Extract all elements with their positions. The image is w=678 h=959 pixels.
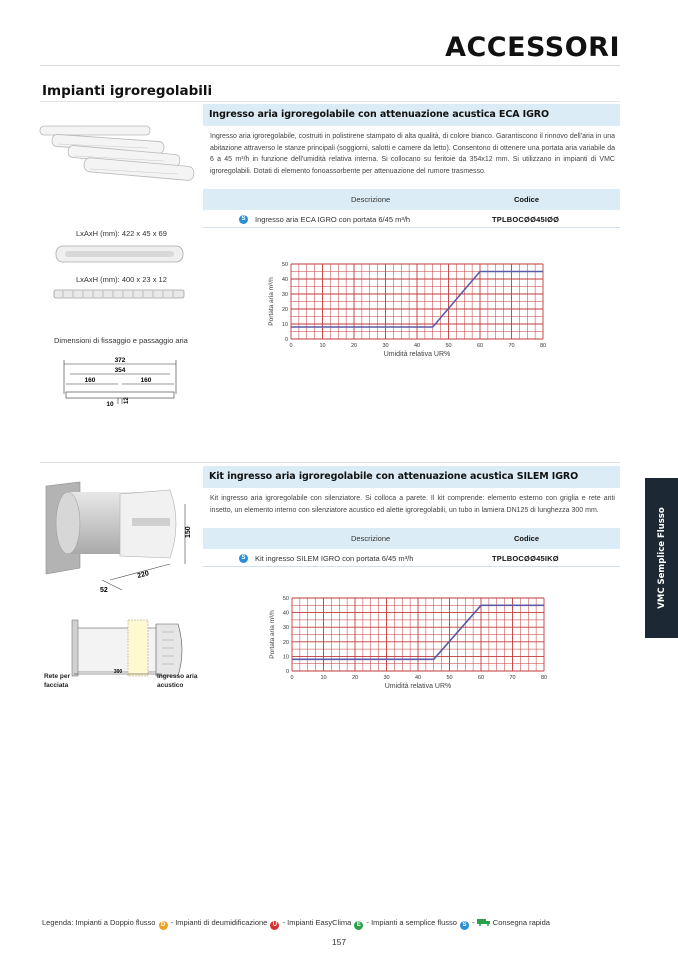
easyclima-badge: E bbox=[354, 921, 363, 930]
x-tick-label: 0 bbox=[289, 343, 293, 349]
product-divider bbox=[40, 462, 620, 463]
legend-item-consegna: Consegna rapida bbox=[492, 918, 550, 927]
x-axis-label: Umidità relativa UR% bbox=[383, 351, 451, 358]
dimension-caption-2: LxAxH (mm): 400 x 23 x 12 bbox=[76, 275, 167, 284]
y-tick-label: 10 bbox=[281, 322, 288, 328]
x-tick-label: 20 bbox=[350, 343, 358, 349]
row-description: Kit ingresso SILEM IGRO con portata 6/45 m³/h bbox=[255, 554, 414, 563]
semplice-flusso-badge: S bbox=[239, 215, 248, 224]
x-tick-label: 20 bbox=[351, 675, 359, 681]
dim-354: 354 bbox=[114, 367, 126, 374]
grille-slot-image bbox=[53, 287, 185, 301]
rete-facciata-caption: Rete per facciata bbox=[44, 673, 71, 689]
table-header-code: Codice bbox=[514, 195, 540, 204]
x-tick-label: 70 bbox=[509, 675, 516, 681]
y-tick-label: 20 bbox=[281, 307, 288, 313]
y-tick-label: 40 bbox=[282, 610, 289, 617]
chart-2-wrapper bbox=[268, 595, 558, 700]
chart-1-wrapper bbox=[255, 256, 555, 371]
x-axis-label: Umidità relativa UR% bbox=[384, 683, 452, 690]
x-tick-label: 50 bbox=[445, 343, 452, 349]
x-tick-label: 70 bbox=[508, 343, 515, 349]
page-number: 157 bbox=[331, 937, 347, 947]
x-tick-label: 0 bbox=[290, 675, 294, 681]
fixing-dimension-drawing bbox=[60, 354, 180, 414]
y-axis-label: Portata aria m³/h bbox=[269, 610, 276, 659]
silem-igro-kit-image bbox=[40, 478, 200, 596]
title-divider bbox=[40, 65, 620, 66]
x-tick-label: 10 bbox=[320, 675, 327, 681]
deumidificazione-badge: U bbox=[270, 921, 279, 930]
product2-title-bar bbox=[203, 466, 620, 488]
x-tick-label: 40 bbox=[413, 343, 421, 349]
product1-title: Ingresso aria igroregolabile con attenuazione acustica ECA IGRO bbox=[209, 109, 549, 120]
side-tab-label: VMC Semplice Flusso bbox=[656, 507, 667, 609]
dim-160-right: 160 bbox=[140, 377, 152, 384]
kit-dim-220: 220 bbox=[136, 570, 150, 580]
y-tick-label: 50 bbox=[282, 596, 289, 602]
product1-title-bar bbox=[203, 104, 620, 126]
doppio-flusso-badge: D bbox=[159, 921, 168, 930]
table-header-description: Descrizione bbox=[351, 195, 391, 204]
flow-humidity-chart-2 bbox=[268, 595, 558, 695]
row-description: Ingresso aria ECA IGRO con portata 6/45 m³/h bbox=[255, 215, 411, 224]
legend-item-deumidificazione: Impianti di deumidificazione bbox=[175, 918, 268, 927]
grille-front-image bbox=[55, 242, 185, 266]
row-code: TPLBOCØØ45IKØ bbox=[492, 554, 559, 563]
product1-table-header bbox=[203, 189, 620, 210]
y-tick-label: 50 bbox=[281, 262, 288, 268]
y-tick-label: 10 bbox=[282, 654, 289, 661]
x-tick-label: 40 bbox=[414, 675, 422, 681]
row-code: TPLBOCØØ45IØØ bbox=[492, 215, 560, 224]
eca-igro-product-image bbox=[38, 120, 198, 182]
x-tick-label: 80 bbox=[539, 343, 547, 349]
y-tick-label: 0 bbox=[285, 669, 289, 675]
legend: Legenda: Impianti a Doppio flusso D - Impianti di deumidificazione U - Impianti EasyClima E - Impianti a semplice flusso S - Consegna rapida bbox=[42, 918, 550, 928]
semplice-flusso-badge: S bbox=[460, 921, 469, 930]
product2-title: Kit ingresso aria igroregolabile con attenuazione acustica SILEM IGRO bbox=[209, 471, 579, 482]
page-title: ACCESSORI bbox=[445, 32, 620, 63]
section-side-tab bbox=[645, 478, 678, 638]
ingresso-acustico-caption: Ingresso aria acustico bbox=[157, 673, 198, 689]
kit-dim-150: 150 bbox=[185, 526, 192, 538]
x-tick-label: 60 bbox=[477, 675, 485, 681]
dim-160-left: 160 bbox=[84, 377, 96, 384]
y-tick-label: 40 bbox=[281, 277, 288, 283]
kit-dim-300: 300 bbox=[113, 669, 123, 675]
x-tick-label: 30 bbox=[382, 343, 389, 349]
legend-prefix: Legenda: bbox=[42, 918, 74, 927]
y-tick-label: 30 bbox=[281, 292, 288, 298]
y-axis-label: Portata aria m³/h bbox=[268, 277, 275, 326]
legend-item-doppio: Impianti a Doppio flusso bbox=[75, 918, 156, 927]
section-heading: Impianti igroregolabili bbox=[42, 83, 213, 99]
dimension-caption-1: LxAxH (mm): 422 x 45 x 69 bbox=[76, 229, 167, 238]
product1-description: Ingresso aria igroregolabile, costruiti in polistirene stampato di alta qualità, di colore bianco. Garantiscono il rinnovo dell'aria in una abitazione attraverso le stanze principali (soggiorni, salotti e camere da letto). Consentono di ottenere una portata aria variabile da 6 a 45 m³/h in funzione dell'umidità relativa interna. Si collocano su feritoie da 354x12 mm. Si utilizzano in impianti di VMC igroregolabili. Dotati di elemento fonoassorbente per attenuazione del rumore trasmesso. bbox=[210, 133, 615, 175]
flow-humidity-chart-1 bbox=[255, 256, 555, 366]
dim-372: 372 bbox=[114, 357, 126, 364]
x-tick-label: 10 bbox=[319, 343, 326, 349]
x-tick-label: 60 bbox=[476, 343, 484, 349]
legend-item-easyclima: Impianti EasyClima bbox=[287, 918, 352, 927]
table-header-description: Descrizione bbox=[351, 534, 391, 543]
legend-item-semplice: Impianti a semplice flusso bbox=[371, 918, 457, 927]
dim-12: 12 bbox=[124, 397, 130, 404]
truck-icon bbox=[477, 918, 491, 926]
y-tick-label: 30 bbox=[282, 625, 289, 632]
kit-section-drawing bbox=[58, 614, 188, 678]
x-tick-label: 50 bbox=[446, 675, 453, 681]
table-row bbox=[203, 551, 620, 567]
x-tick-label: 30 bbox=[383, 675, 390, 681]
y-tick-label: 20 bbox=[282, 639, 289, 646]
fixing-caption: Dimensioni di fissaggio e passaggio aria bbox=[54, 336, 188, 345]
section-divider bbox=[40, 101, 620, 102]
table-header-code: Codice bbox=[514, 534, 540, 543]
dim-10: 10 bbox=[106, 401, 114, 408]
x-tick-label: 80 bbox=[540, 675, 548, 681]
kit-dim-52: 52 bbox=[100, 587, 108, 594]
y-tick-label: 0 bbox=[284, 337, 288, 343]
product2-description: Kit ingresso aria igroregolabile con silenziatore. Si colloca a parete. Il kit comprende: elemento esterno con griglia e rete anti insetto, un elemento interno con silenziatore acustico ed alette igroregolabili, un tubo in lamiera DN125 di lunghezza 300 mm. bbox=[210, 495, 615, 514]
product2-table-header bbox=[203, 528, 620, 549]
table-row bbox=[203, 212, 620, 228]
semplice-flusso-badge: S bbox=[239, 554, 248, 563]
